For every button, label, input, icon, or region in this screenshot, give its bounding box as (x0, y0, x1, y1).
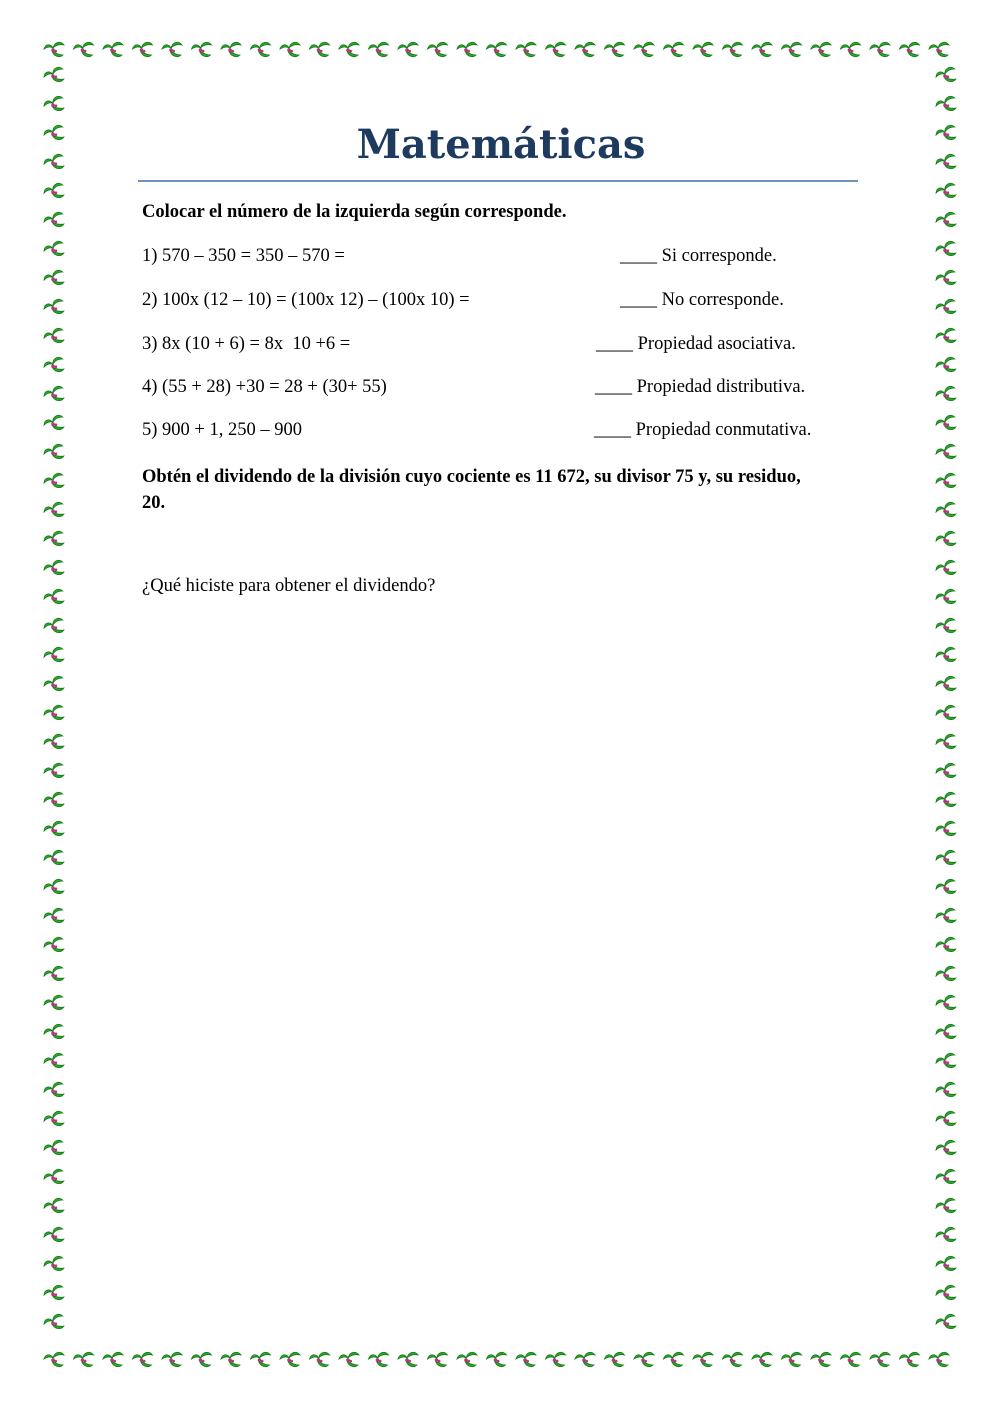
instruction-text: Colocar el número de la izquierda según corresponde. (142, 202, 567, 222)
holly-leaf-icon (935, 1313, 958, 1331)
division-problem: Obtén el dividendo de la división cuyo cociente es 11 672, su divisor 75 y, su residuo, 20. (142, 467, 801, 513)
holly-leaf-icon (487, 1352, 507, 1366)
exercise-row-5 (142, 420, 860, 446)
holly-leaf-icon (900, 1352, 920, 1366)
holly-leaf-icon (428, 1352, 448, 1366)
title-divider (138, 180, 858, 182)
holly-leaf-icon (935, 153, 958, 171)
holly-leaf-icon (457, 42, 477, 56)
holly-leaf-icon (43, 1313, 66, 1331)
holly-leaf-icon (935, 704, 958, 722)
exercise-answer-option[interactable]: ____ No corresponde. (620, 290, 784, 310)
holly-leaf-icon (935, 762, 958, 780)
holly-leaf-icon (43, 588, 66, 606)
exercise-expression: 5) 900 + 1, 250 – 900 (142, 420, 302, 440)
holly-leaf-icon (605, 42, 625, 56)
holly-leaf-icon (935, 1168, 958, 1186)
holly-leaf-icon (935, 617, 958, 635)
holly-leaf-icon (487, 42, 507, 56)
holly-leaf-icon (43, 298, 66, 316)
holly-leaf-icon (192, 42, 212, 56)
holly-leaf-icon (723, 42, 743, 56)
worksheet (142, 110, 860, 596)
holly-leaf-icon (43, 733, 66, 751)
holly-leaf-icon (935, 646, 958, 664)
exercise-answer-option[interactable]: ____ Propiedad conmutativa. (594, 420, 812, 440)
holly-leaf-icon (935, 733, 958, 751)
holly-leaf-icon (841, 1352, 861, 1366)
holly-leaf-icon (44, 42, 64, 56)
holly-leaf-icon (43, 95, 66, 113)
holly-leaf-icon (43, 66, 66, 84)
holly-leaf-icon (43, 791, 66, 809)
holly-leaf-icon (339, 1352, 359, 1366)
holly-leaf-icon (43, 1197, 66, 1215)
holly-leaf-icon (43, 559, 66, 577)
holly-leaf-icon (43, 1226, 66, 1244)
holly-leaf-icon (935, 1052, 958, 1070)
holly-leaf-icon (43, 617, 66, 635)
holly-leaf-icon (935, 298, 958, 316)
holly-leaf-icon (43, 994, 66, 1012)
holly-leaf-icon (43, 269, 66, 287)
holly-leaf-icon (841, 42, 861, 56)
border-right (935, 66, 958, 1331)
holly-leaf-icon (935, 414, 958, 432)
holly-leaf-icon (935, 588, 958, 606)
exercise-row-3 (142, 334, 860, 360)
holly-leaf-icon (251, 42, 271, 56)
holly-leaf-icon (634, 1352, 654, 1366)
exercise-expression: 4) (55 + 28) +30 = 28 + (30+ 55) (142, 377, 387, 397)
holly-leaf-icon (664, 42, 684, 56)
holly-leaf-icon (398, 42, 418, 56)
holly-leaf-icon (811, 1352, 831, 1366)
border-bottom (44, 1352, 949, 1366)
holly-leaf-icon (935, 327, 958, 345)
holly-leaf-icon (43, 704, 66, 722)
holly-leaf-icon (935, 95, 958, 113)
holly-leaf-icon (935, 1139, 958, 1157)
holly-leaf-icon (935, 443, 958, 461)
holly-leaf-icon (43, 443, 66, 461)
holly-leaf-icon (935, 66, 958, 84)
holly-leaf-icon (929, 1352, 949, 1366)
holly-leaf-icon (43, 1139, 66, 1157)
holly-leaf-icon (693, 1352, 713, 1366)
holly-leaf-icon (43, 240, 66, 258)
holly-leaf-icon (516, 1352, 536, 1366)
exercise-expression: 3) 8x (10 + 6) = 8x 10 +6 = (142, 334, 351, 354)
holly-leaf-icon (546, 42, 566, 56)
exercise-answer-option[interactable]: ____ Si corresponde. (620, 246, 777, 266)
holly-leaf-icon (43, 327, 66, 345)
holly-leaf-icon (133, 1352, 153, 1366)
holly-leaf-icon (935, 1110, 958, 1128)
holly-leaf-icon (575, 42, 595, 56)
holly-leaf-icon (43, 211, 66, 229)
holly-leaf-icon (43, 124, 66, 142)
holly-leaf-icon (43, 762, 66, 780)
holly-leaf-icon (369, 42, 389, 56)
holly-leaf-icon (43, 849, 66, 867)
holly-leaf-icon (900, 42, 920, 56)
holly-leaf-icon (935, 791, 958, 809)
holly-leaf-icon (103, 42, 123, 56)
holly-leaf-icon (935, 472, 958, 490)
holly-leaf-icon (516, 42, 536, 56)
holly-leaf-icon (43, 472, 66, 490)
exercise-row-4 (142, 377, 860, 403)
holly-leaf-icon (310, 1352, 330, 1366)
holly-leaf-icon (935, 675, 958, 693)
holly-leaf-icon (935, 240, 958, 258)
border-top (44, 42, 949, 56)
holly-leaf-icon (43, 1081, 66, 1099)
holly-leaf-icon (43, 936, 66, 954)
holly-leaf-icon (935, 994, 958, 1012)
holly-leaf-icon (43, 414, 66, 432)
holly-leaf-icon (935, 1023, 958, 1041)
holly-leaf-icon (43, 1168, 66, 1186)
holly-leaf-icon (44, 1352, 64, 1366)
exercise-expression: 1) 570 – 350 = 350 – 570 = (142, 246, 345, 266)
holly-leaf-icon (935, 907, 958, 925)
holly-leaf-icon (103, 1352, 123, 1366)
holly-leaf-icon (43, 1255, 66, 1273)
holly-leaf-icon (74, 42, 94, 56)
holly-leaf-icon (310, 42, 330, 56)
exercise-expression: 2) 100x (12 – 10) = (100x 12) – (100x 10) = (142, 290, 470, 310)
holly-leaf-icon (162, 42, 182, 56)
holly-leaf-icon (428, 42, 448, 56)
holly-leaf-icon (935, 182, 958, 200)
holly-leaf-icon (133, 42, 153, 56)
holly-leaf-icon (43, 530, 66, 548)
holly-leaf-icon (935, 849, 958, 867)
holly-leaf-icon (280, 1352, 300, 1366)
holly-leaf-icon (935, 501, 958, 519)
holly-leaf-icon (369, 1352, 389, 1366)
holly-leaf-icon (43, 1284, 66, 1302)
holly-leaf-icon (43, 153, 66, 171)
holly-leaf-icon (43, 646, 66, 664)
holly-leaf-icon (280, 42, 300, 56)
holly-leaf-icon (43, 1110, 66, 1128)
holly-leaf-icon (935, 965, 958, 983)
exercise-answer-option[interactable]: ____ Propiedad asociativa. (596, 334, 796, 354)
holly-leaf-icon (935, 559, 958, 577)
border-left (43, 66, 66, 1331)
holly-leaf-icon (339, 42, 359, 56)
holly-leaf-icon (935, 1284, 958, 1302)
holly-leaf-icon (935, 1081, 958, 1099)
holly-leaf-icon (935, 211, 958, 229)
exercise-row-2 (142, 290, 860, 316)
holly-leaf-icon (935, 936, 958, 954)
holly-leaf-icon (935, 820, 958, 838)
holly-leaf-icon (935, 385, 958, 403)
holly-leaf-icon (605, 1352, 625, 1366)
holly-leaf-icon (221, 1352, 241, 1366)
holly-leaf-icon (752, 1352, 772, 1366)
holly-leaf-icon (935, 124, 958, 142)
holly-leaf-icon (43, 907, 66, 925)
holly-leaf-icon (398, 1352, 418, 1366)
holly-leaf-icon (935, 1226, 958, 1244)
holly-leaf-icon (43, 385, 66, 403)
holly-leaf-icon (43, 965, 66, 983)
follow-up-question: ¿Qué hiciste para obtener el dividendo? (142, 576, 436, 596)
holly-leaf-icon (723, 1352, 743, 1366)
holly-leaf-icon (43, 182, 66, 200)
holly-leaf-icon (43, 1023, 66, 1041)
holly-leaf-icon (251, 1352, 271, 1366)
holly-leaf-icon (782, 42, 802, 56)
holly-leaf-icon (162, 1352, 182, 1366)
exercise-answer-option[interactable]: ____ Propiedad distributiva. (595, 377, 806, 397)
holly-leaf-icon (935, 269, 958, 287)
holly-leaf-icon (870, 42, 890, 56)
holly-leaf-icon (43, 820, 66, 838)
holly-leaf-icon (43, 356, 66, 374)
holly-leaf-icon (935, 530, 958, 548)
holly-leaf-icon (693, 42, 713, 56)
holly-leaf-icon (935, 1255, 958, 1273)
holly-leaf-icon (74, 1352, 94, 1366)
holly-leaf-icon (221, 42, 241, 56)
holly-leaf-icon (43, 501, 66, 519)
holly-leaf-icon (664, 1352, 684, 1366)
holly-leaf-icon (811, 42, 831, 56)
holly-leaf-icon (43, 878, 66, 896)
holly-leaf-icon (192, 1352, 212, 1366)
holly-leaf-icon (935, 878, 958, 896)
holly-leaf-icon (43, 675, 66, 693)
holly-leaf-icon (935, 1197, 958, 1215)
holly-leaf-icon (43, 1052, 66, 1070)
holly-leaf-icon (546, 1352, 566, 1366)
holly-leaf-icon (935, 356, 958, 374)
holly-leaf-icon (870, 1352, 890, 1366)
holly-leaf-icon (929, 42, 949, 56)
holly-leaf-icon (752, 42, 772, 56)
holly-leaf-icon (575, 1352, 595, 1366)
holly-leaf-icon (782, 1352, 802, 1366)
exercise-row-1 (142, 246, 860, 272)
holly-leaf-icon (634, 42, 654, 56)
page-title: Matemáticas (356, 121, 646, 168)
holly-leaf-icon (457, 1352, 477, 1366)
